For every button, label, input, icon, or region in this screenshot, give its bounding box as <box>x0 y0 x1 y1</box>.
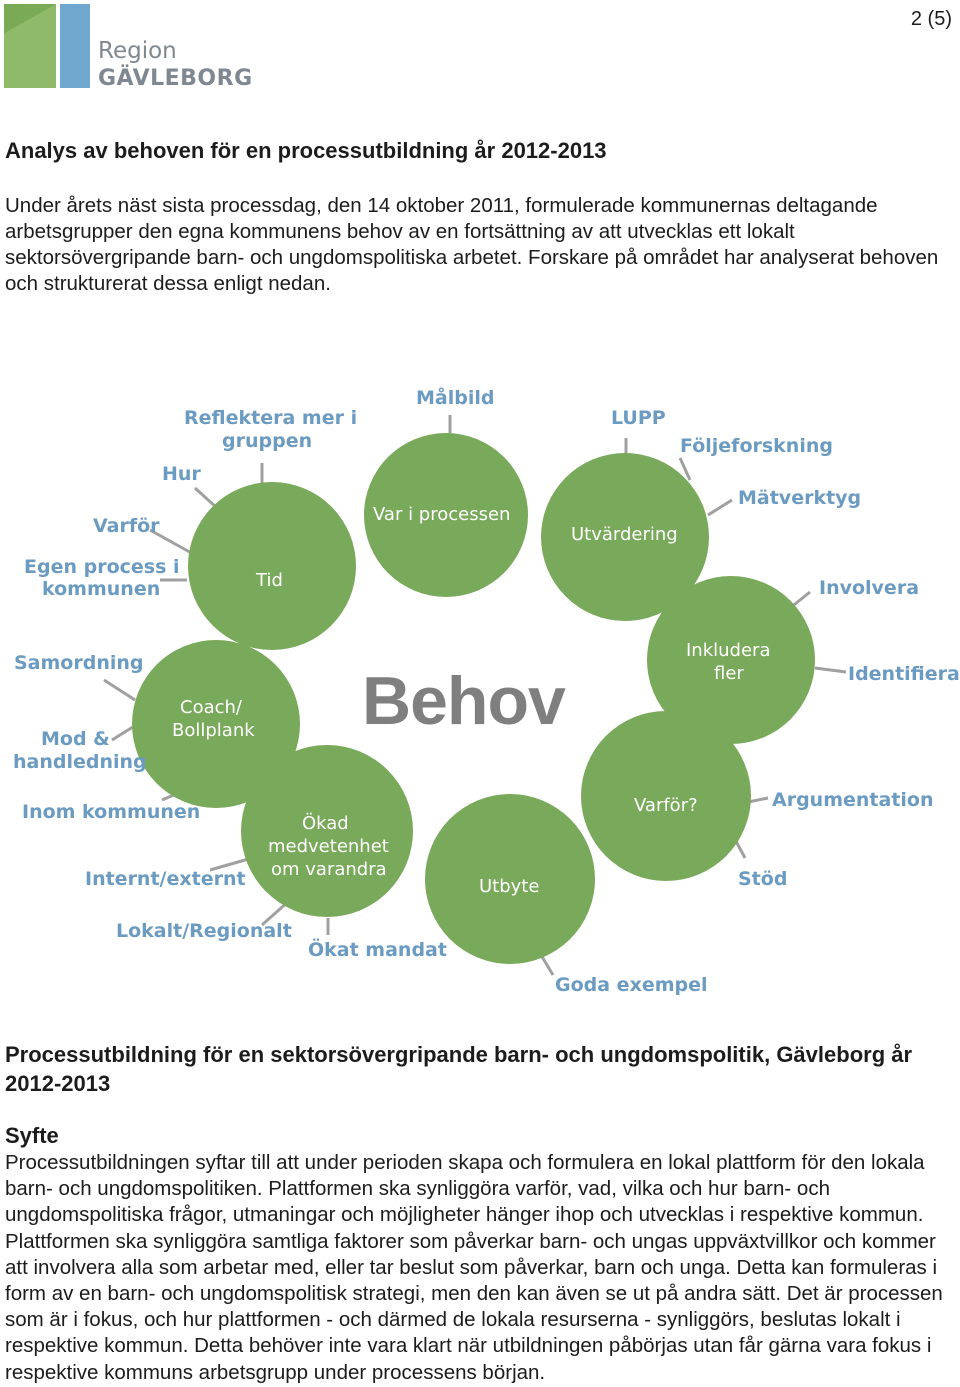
circle-var-i-processen-label: Var i processen <box>373 504 511 525</box>
circle-utbyte-label: Utbyte <box>479 876 540 897</box>
label-identifiera: Identifiera <box>848 663 960 685</box>
syfte-heading: Syfte <box>5 1123 59 1148</box>
label-egen-process-1: Egen process i <box>24 556 180 578</box>
connector-matverktyg <box>708 500 732 515</box>
label-lupp: LUPP <box>611 407 666 429</box>
circle-coach-label-2: Bollplank <box>172 720 255 741</box>
syfte-paragraph: Processutbildningen syftar till att under perioden skapa och formulera en lokal plattform för den lokala barn- och ungdomspolitiken. Plattformen ska synliggöra varför, vad, vilka och hur barn- och ungdomspolitiska frågor, utmaningar och möjligheter hänger ihop och utvecklas i respektive kommun. Plattformen ska synliggöra samtliga faktorer som påverkar barn- och ungas uppväxtvillkor och kommer att involvera alla som arbetar med, eller tar beslut som påverkar, barn och unga. Detta kan formuleras i form av en barn- och ungdomspolitisk strategi, men den kan även se ut på andra sätt. Det är processen som är i fokus, och hur plattformen - och därmed de lokala resurserna - synliggörs, beslutas lokalt i respektive kommun. Detta behöver inte vara klart när utbildningen påbörjas utan får gärna vara fokus i respektive kommuns arbetsgrupp under processens början. <box>5 1151 943 1384</box>
label-hur: Hur <box>162 463 201 485</box>
label-argumentation: Argumentation <box>772 789 934 811</box>
label-samordning: Samordning <box>14 652 144 674</box>
circle-okad-label-1: Ökad <box>302 813 349 834</box>
label-matverktyg: Mätverktyg <box>738 487 862 509</box>
circle-inkludera-label-2: fler <box>714 663 744 684</box>
circle-inkludera-label-1: Inkludera <box>686 640 771 661</box>
intro-paragraph: Under årets näst sista processdag, den 14 oktober 2011, formulerade kommunernas deltagande arbetsgrupper den egna kommunens behov av en fortsättning av att utvecklas ett lokalt sektorsövergripande barn- och ungdomspolitiska arbetet. Forskare på området har analyserat behoven och strukturerat dessa enligt nedan. <box>5 194 939 295</box>
label-varfor: Varför <box>93 515 160 537</box>
circle-tid-label: Tid <box>256 570 283 591</box>
circle-tid <box>188 482 356 650</box>
label-okat-mandat: Ökat mandat <box>308 939 447 961</box>
label-mod-2: handledning <box>13 751 147 773</box>
label-malbild: Målbild <box>416 387 495 409</box>
label-internt-externt: Internt/externt <box>85 868 246 890</box>
label-reflektera-1: Reflektera mer i <box>184 407 358 429</box>
label-foljeforskning: Följeforskning <box>680 435 833 457</box>
page-title: Analys av behoven för en processutbildning år 2012-2013 <box>5 138 607 163</box>
logo-blue-shape <box>60 4 90 88</box>
label-egen-process-2: kommunen <box>42 578 161 600</box>
circle-varfor-label: Varför? <box>634 795 698 816</box>
circle-okad-label-2: medvetenhet <box>268 836 389 857</box>
label-stod: Stöd <box>738 868 788 890</box>
label-reflektera-2: gruppen <box>222 430 313 452</box>
label-inom-kommunen: Inom kommunen <box>22 801 201 823</box>
logo-text-region: Region <box>98 38 177 64</box>
label-mod-1: Mod & <box>41 728 110 750</box>
needs-diagram <box>0 370 960 1010</box>
label-lokalt-regionalt: Lokalt/Regionalt <box>116 920 292 942</box>
logo-text-gavleborg: GÄVLEBORG <box>98 66 253 91</box>
connector-samordning <box>104 680 135 700</box>
label-goda-exempel: Goda exempel <box>555 974 708 996</box>
circle-coach-label-1: Coach/ <box>180 697 242 718</box>
circle-okad-label-3: om varandra <box>271 859 387 880</box>
label-involvera: Involvera <box>819 577 920 599</box>
page-number: 2 (5) <box>910 8 952 30</box>
section-subtitle: Processutbildning för en sektorsövergripande barn- och ungdomspolitik, Gävleborg år 2012-2013 <box>5 1042 913 1096</box>
region-gavleborg-logo <box>4 4 253 94</box>
circle-utvardering-label: Utvärdering <box>571 524 678 545</box>
diagram-center-behov: Behov <box>362 663 565 739</box>
connector-identifiera <box>815 668 846 672</box>
connector-argumentation <box>748 798 768 802</box>
